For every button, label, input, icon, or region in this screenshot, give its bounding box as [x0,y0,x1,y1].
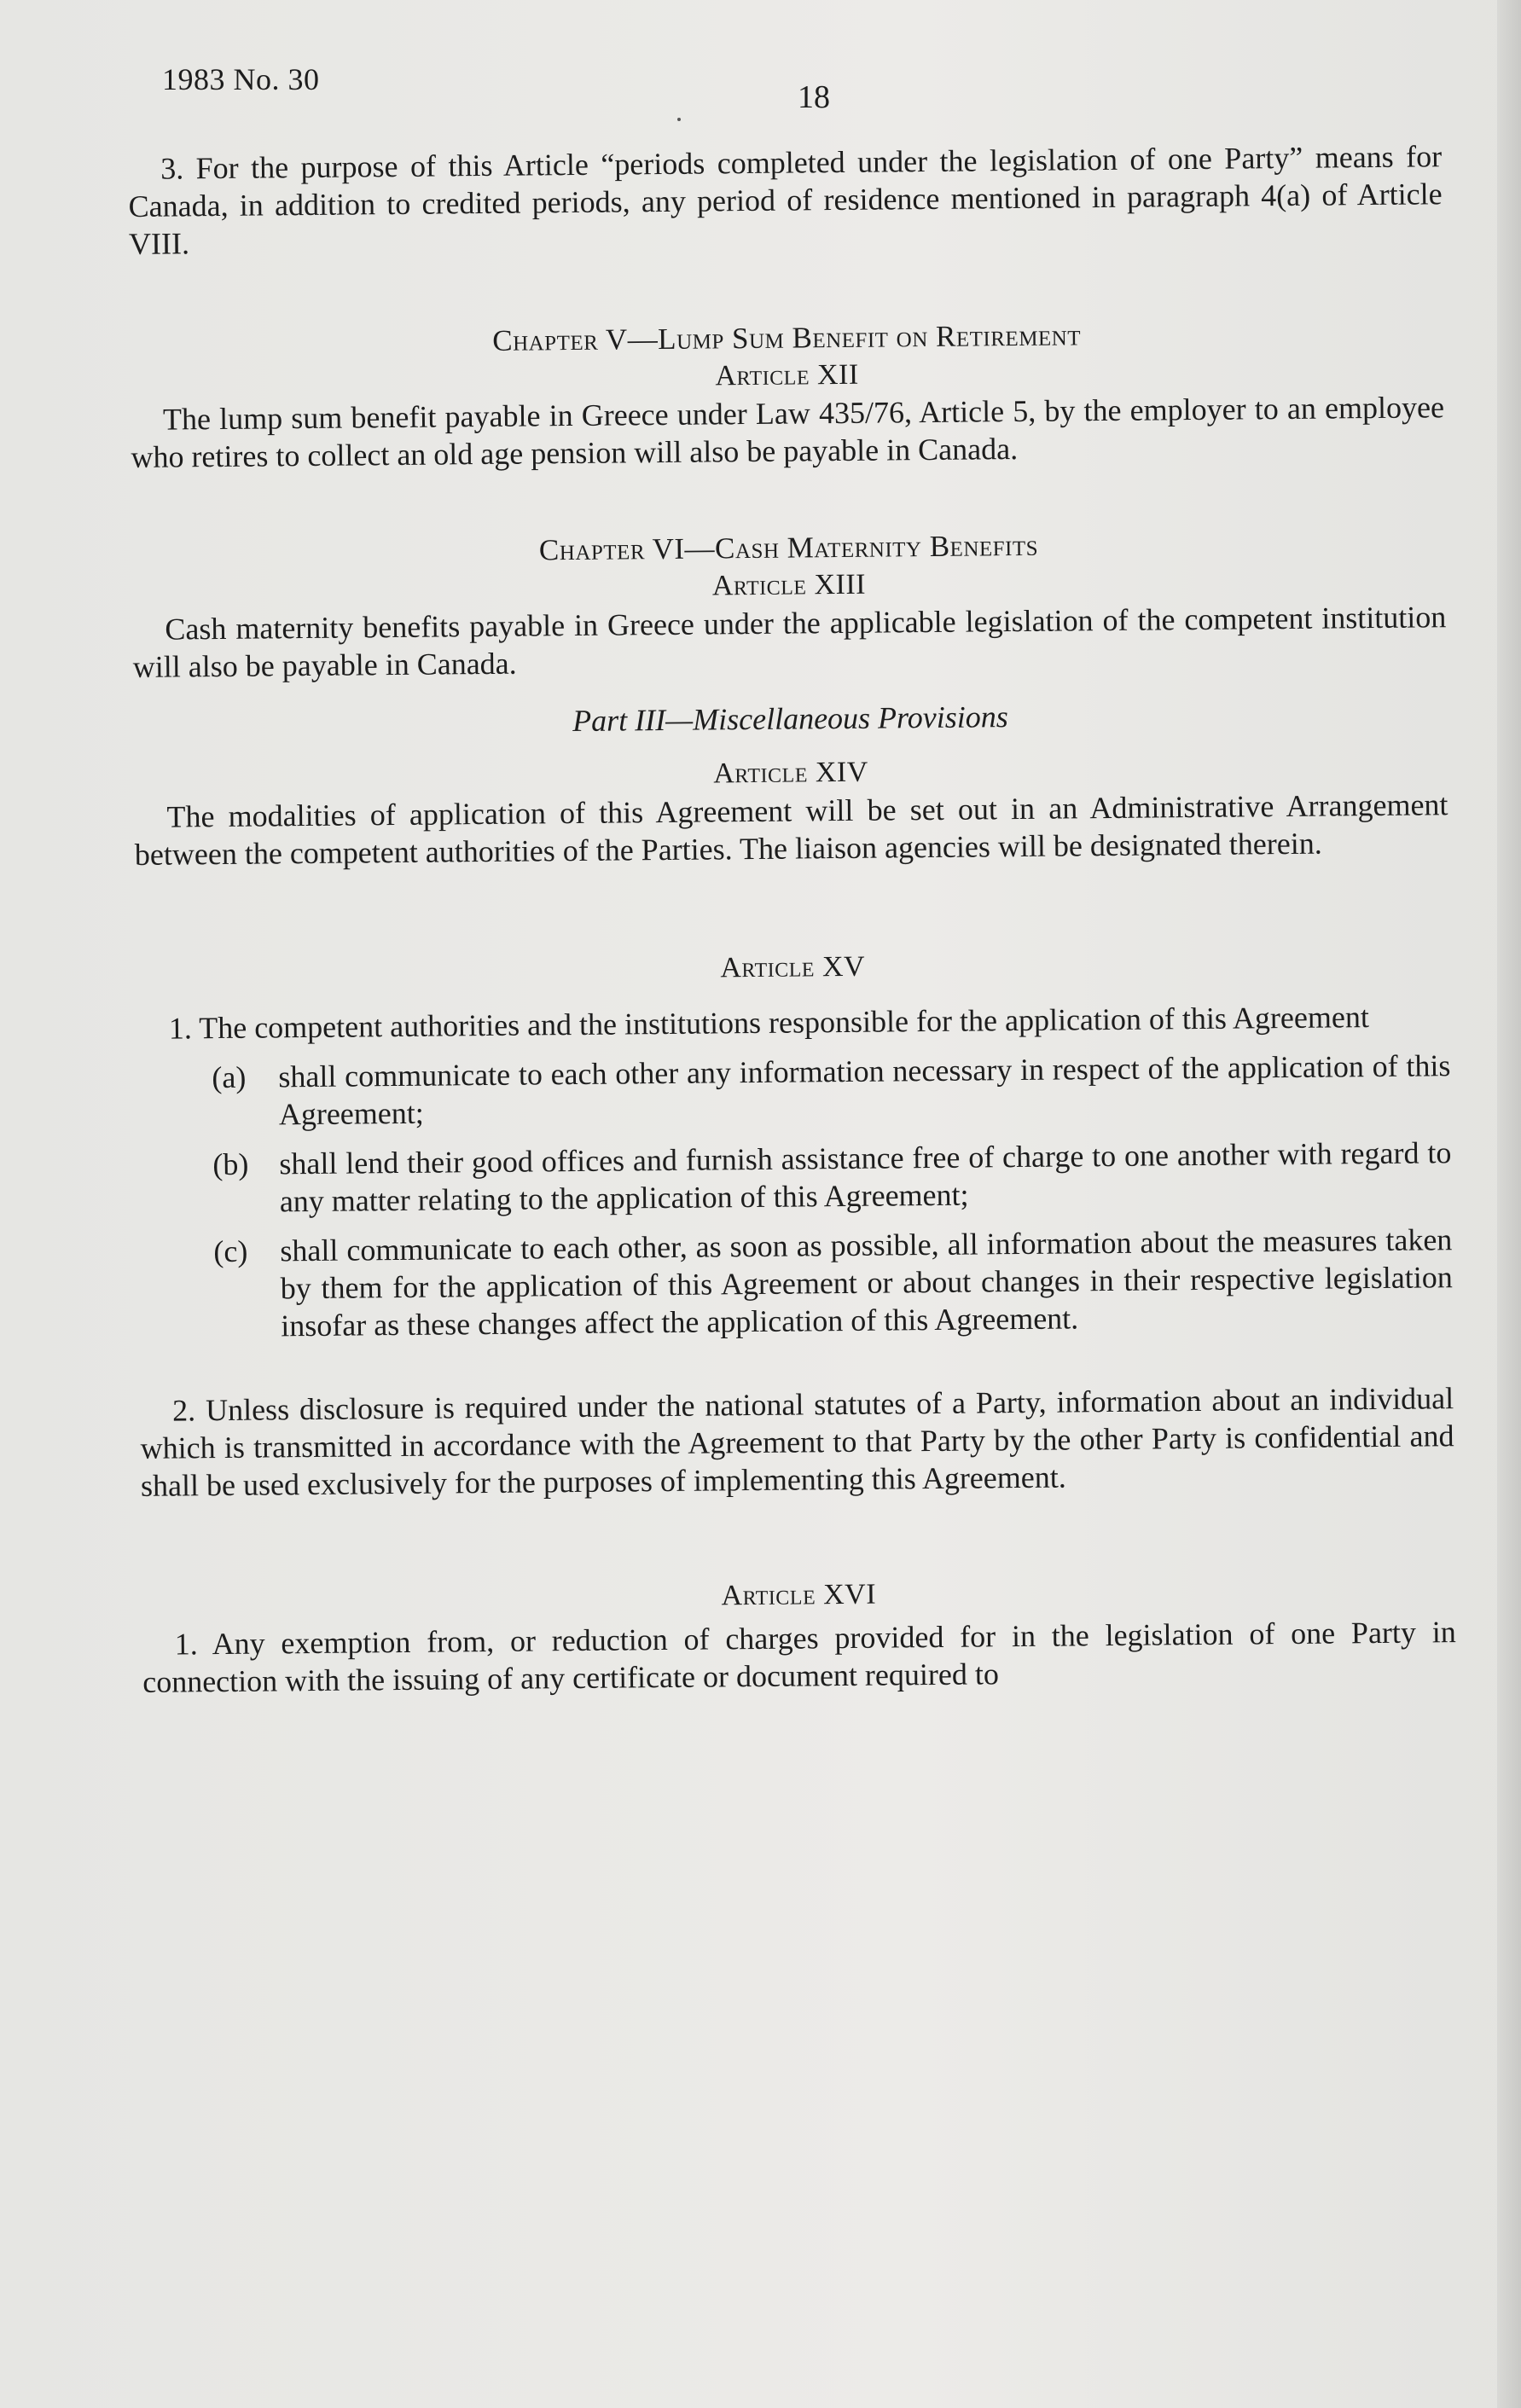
chapter-v-heading: Chapter V—Lump Sum Benefit on Retirement [492,318,1082,357]
list-item-text: shall communicate to each other any information necessary in respect of the application of this Agreement; [278,1048,1451,1132]
article-xiii-text: Cash maternity benefits payable in Greece under the applicable legislation of the competent institution will also be payable in Canada. [132,600,1447,684]
list-item-label: (b) [212,1146,249,1182]
article-xv-paragraph-1: 1. The competent authorities and the institutions responsible for the application of this Agreement [168,1000,1370,1046]
page-edge-shadow [1497,0,1521,2408]
list-item-text: shall communicate to each other, as soon as possible, all information about the measures taken by them for the application of this Agreement or about changes in their respective legislation insofar as these changes affect the application of this Agreement. [280,1222,1453,1343]
article-xii-title: Article XII [715,358,859,392]
article-xii-text: The lump sum benefit payable in Greece under Law 435/76, Article 5, by the employer to an employee who retires to collect an old age pension will also be payable in Canada. [131,390,1445,474]
list-item-label: (c) [213,1233,248,1269]
article-xiv-text: The modalities of application of this Agreement will be set out in an Administrative Arrangement between the competent authorities of the Parties. The liaison agencies will be designated therein. [134,787,1448,872]
article-xv-paragraph-2: 2. Unless disclosure is required under the national statutes of a Party, information about an individual which is transmitted in accordance with the Agreement to that Party by the other Party is confidential and shall be used exclusively for the purposes of implementing this Agreement. [140,1381,1454,1503]
article-xvi-title: Article XVI [721,1578,877,1612]
article-xi-paragraph-3: 3. For the purpose of this Article “periods completed under the legislation of one Party” means for Canada, in addition to credited periods, any period of residence mentioned in paragraph 4(a) of Article VIII. [128,139,1443,261]
article-xv-title: Article XV [720,950,866,984]
article-xiii-title: Article XIII [711,568,867,602]
article-xvi-paragraph-1: 1. Any exemption from, or reduction of charges provided for in the legislation of one Party in connection with the issuing of any certificate or document required to [142,1615,1456,1699]
list-item [212,1047,1451,1134]
part-iii-heading: Part III—Miscellaneous Provisions [572,699,1008,739]
chapter-vi-heading: Chapter VI—Cash Maternity Benefits [538,528,1039,567]
list-item [213,1221,1453,1345]
list-item-label: (a) [212,1059,247,1095]
page-number: 18 [798,79,830,115]
page-body [128,137,1456,1701]
list-item-text: shall lend their good offices and furnish assistance free of charge to one another with regard to any matter relating to the application of this Agreement; [279,1135,1452,1219]
article-xiv-title: Article XIV [713,756,868,790]
header-law-number: 1983 No. 30 [162,62,320,96]
list-item [212,1134,1452,1221]
print-speck [677,118,681,121]
